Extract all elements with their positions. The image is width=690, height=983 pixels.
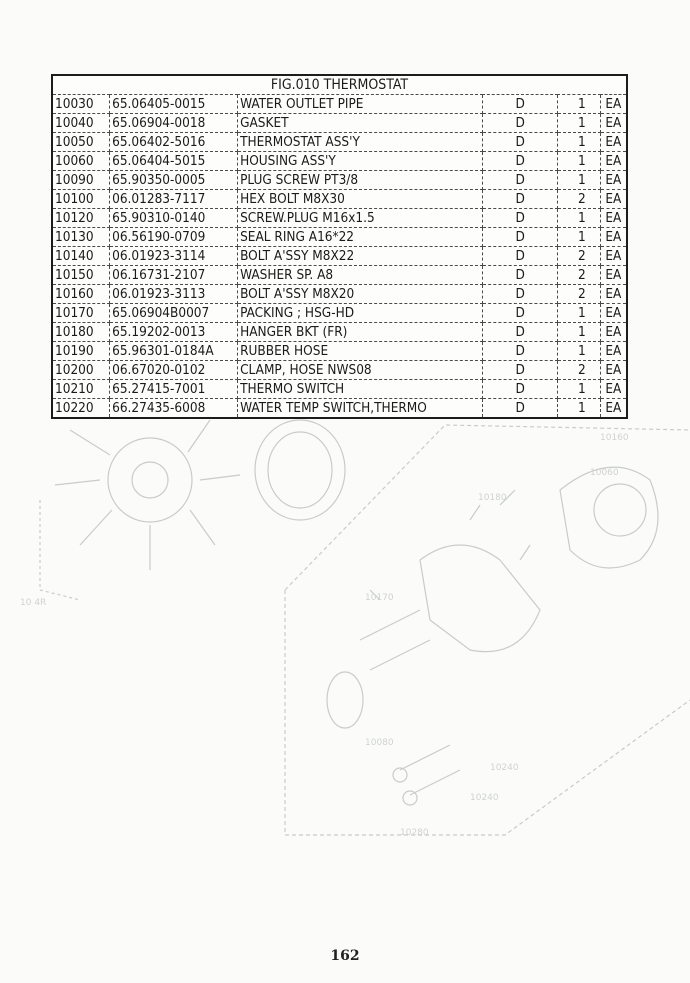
unit-cell: EA <box>600 228 627 247</box>
table-row <box>52 304 627 323</box>
quantity-cell: 1 <box>558 304 601 323</box>
part-number-cell: 65.06402-5016 <box>110 133 238 152</box>
unit-cell: EA <box>600 114 627 133</box>
svg-text:10240: 10240 <box>490 763 519 773</box>
table-row <box>52 228 627 247</box>
part-number-cell: 66.27435-6008 <box>110 399 238 419</box>
svg-text:10180: 10180 <box>478 493 507 503</box>
ref-number-cell: 10090 <box>52 171 110 190</box>
quantity-cell: 1 <box>558 228 601 247</box>
unit-cell: EA <box>600 152 627 171</box>
part-number-cell: 65.27415-7001 <box>110 380 238 399</box>
ref-number-cell: 10100 <box>52 190 110 209</box>
code-cell: D <box>483 171 558 190</box>
part-number-cell: 06.01283-7117 <box>110 190 238 209</box>
description-cell: SCREW.PLUG M16x1.5 <box>238 209 483 228</box>
parts-list-table <box>51 74 628 419</box>
description-cell: BOLT A'SSY M8X20 <box>238 285 483 304</box>
ref-number-cell: 10200 <box>52 361 110 380</box>
quantity-cell: 2 <box>558 190 601 209</box>
code-cell: D <box>483 323 558 342</box>
quantity-cell: 2 <box>558 247 601 266</box>
table-row <box>52 342 627 361</box>
description-cell: WASHER SP. A8 <box>238 266 483 285</box>
quantity-cell: 1 <box>558 114 601 133</box>
description-cell: HANGER BKT (FR) <box>238 323 483 342</box>
ref-number-cell: 10220 <box>52 399 110 419</box>
description-cell: HOUSING ASS'Y <box>238 152 483 171</box>
description-cell: HEX BOLT M8X30 <box>238 190 483 209</box>
table-row <box>52 171 627 190</box>
parts-rows <box>52 95 627 419</box>
unit-cell: EA <box>600 304 627 323</box>
unit-cell: EA <box>600 171 627 190</box>
unit-cell: EA <box>600 323 627 342</box>
description-cell: PLUG SCREW PT3/8 <box>238 171 483 190</box>
code-cell: D <box>483 152 558 171</box>
code-cell: D <box>483 304 558 323</box>
svg-text:10240: 10240 <box>470 793 499 803</box>
table-row <box>52 133 627 152</box>
description-cell: BOLT A'SSY M8X22 <box>238 247 483 266</box>
description-cell: GASKET <box>238 114 483 133</box>
ref-number-cell: 10120 <box>52 209 110 228</box>
quantity-cell: 1 <box>558 152 601 171</box>
code-cell: D <box>483 228 558 247</box>
description-cell: CLAMP, HOSE NWS08 <box>238 361 483 380</box>
table-row <box>52 285 627 304</box>
table-row <box>52 399 627 419</box>
table-row <box>52 152 627 171</box>
code-cell: D <box>483 361 558 380</box>
quantity-cell: 1 <box>558 342 601 361</box>
table-row <box>52 190 627 209</box>
svg-text:10280: 10280 <box>400 828 429 838</box>
description-cell: SEAL RING A16*22 <box>238 228 483 247</box>
unit-cell: EA <box>600 95 627 114</box>
ref-number-cell: 10030 <box>52 95 110 114</box>
description-cell: PACKING ; HSG-HD <box>238 304 483 323</box>
part-number-cell: 65.06405-0015 <box>110 95 238 114</box>
ref-number-cell: 10150 <box>52 266 110 285</box>
unit-cell: EA <box>600 285 627 304</box>
unit-cell: EA <box>600 190 627 209</box>
ref-number-cell: 10040 <box>52 114 110 133</box>
unit-cell: EA <box>600 361 627 380</box>
part-number-cell: 65.19202-0013 <box>110 323 238 342</box>
code-cell: D <box>483 399 558 419</box>
quantity-cell: 1 <box>558 171 601 190</box>
table-row <box>52 114 627 133</box>
svg-text:10 4R: 10 4R <box>20 598 47 608</box>
code-cell: D <box>483 266 558 285</box>
description-cell: WATER OUTLET PIPE <box>238 95 483 114</box>
table-row <box>52 323 627 342</box>
quantity-cell: 2 <box>558 285 601 304</box>
part-number-cell: 06.01923-3113 <box>110 285 238 304</box>
part-number-cell: 06.16731-2107 <box>110 266 238 285</box>
ref-number-cell: 10170 <box>52 304 110 323</box>
quantity-cell: 1 <box>558 133 601 152</box>
unit-cell: EA <box>600 342 627 361</box>
svg-text:10160: 10160 <box>600 433 629 443</box>
quantity-cell: 1 <box>558 95 601 114</box>
description-cell: WATER TEMP SWITCH,THERMO <box>238 399 483 419</box>
part-number-cell: 65.96301-0184A <box>110 342 238 361</box>
quantity-cell: 2 <box>558 266 601 285</box>
unit-cell: EA <box>600 247 627 266</box>
code-cell: D <box>483 342 558 361</box>
quantity-cell: 1 <box>558 209 601 228</box>
quantity-cell: 1 <box>558 323 601 342</box>
code-cell: D <box>483 209 558 228</box>
part-number-cell: 06.56190-0709 <box>110 228 238 247</box>
description-cell: THERMOSTAT ASS'Y <box>238 133 483 152</box>
table-row <box>52 95 627 114</box>
ref-number-cell: 10160 <box>52 285 110 304</box>
table-row <box>52 247 627 266</box>
ref-number-cell: 10060 <box>52 152 110 171</box>
part-number-cell: 06.67020-0102 <box>110 361 238 380</box>
unit-cell: EA <box>600 209 627 228</box>
table-row <box>52 361 627 380</box>
code-cell: D <box>483 133 558 152</box>
part-number-cell: 65.90310-0140 <box>110 209 238 228</box>
code-cell: D <box>483 247 558 266</box>
unit-cell: EA <box>600 133 627 152</box>
table-title: FIG.010 THERMOSTAT <box>52 75 627 95</box>
part-number-cell: 65.90350-0005 <box>110 171 238 190</box>
page-number: 162 <box>330 948 360 964</box>
svg-text:10060: 10060 <box>590 468 619 478</box>
part-number-cell: 65.06404-5015 <box>110 152 238 171</box>
ref-number-cell: 10130 <box>52 228 110 247</box>
description-cell: RUBBER HOSE <box>238 342 483 361</box>
quantity-cell: 2 <box>558 361 601 380</box>
svg-text:10170: 10170 <box>365 593 394 603</box>
part-number-cell: 65.06904-0018 <box>110 114 238 133</box>
table-row <box>52 209 627 228</box>
unit-cell: EA <box>600 266 627 285</box>
quantity-cell: 1 <box>558 399 601 419</box>
code-cell: D <box>483 95 558 114</box>
unit-cell: EA <box>600 380 627 399</box>
code-cell: D <box>483 285 558 304</box>
ref-number-cell: 10190 <box>52 342 110 361</box>
ref-number-cell: 10140 <box>52 247 110 266</box>
table-row <box>52 266 627 285</box>
ref-number-cell: 10050 <box>52 133 110 152</box>
unit-cell: EA <box>600 399 627 419</box>
ref-number-cell: 10180 <box>52 323 110 342</box>
code-cell: D <box>483 190 558 209</box>
table-row <box>52 380 627 399</box>
quantity-cell: 1 <box>558 380 601 399</box>
svg-text:10080: 10080 <box>365 738 394 748</box>
part-number-cell: 65.06904B0007 <box>110 304 238 323</box>
code-cell: D <box>483 114 558 133</box>
ref-number-cell: 10210 <box>52 380 110 399</box>
description-cell: THERMO SWITCH <box>238 380 483 399</box>
part-number-cell: 06.01923-3114 <box>110 247 238 266</box>
code-cell: D <box>483 380 558 399</box>
